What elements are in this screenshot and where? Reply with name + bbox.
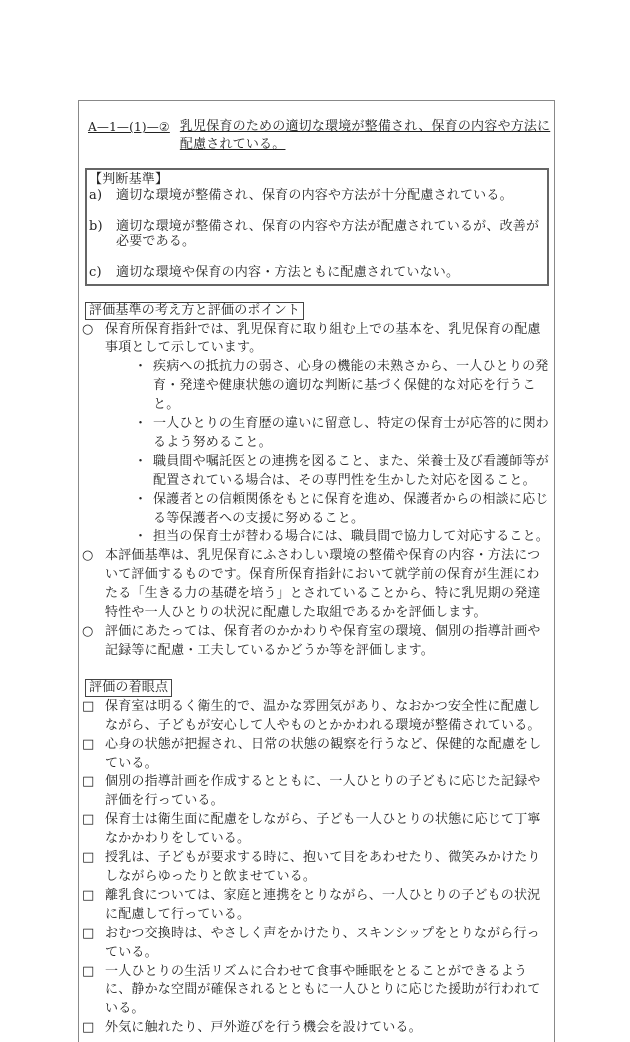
bullet-item (82, 491, 552, 529)
bullet-item (82, 358, 552, 415)
focus-text: 外気に触れたり、戸外遊びを行う機会を設けている。 (105, 1020, 422, 1036)
checkbox-icon: □ (82, 850, 95, 866)
focus-text: 授乳は、子どもが要求する時に、抱いて目をあわせたり、微笑みかけたりしながらゆったりと飲ませている。 (105, 850, 541, 884)
checkbox-icon: □ (82, 812, 95, 828)
bullet-icon: ・ (134, 491, 148, 507)
checkbox-icon: □ (82, 698, 95, 714)
points-section-label: 評価基準の考え方と評価のポイント (85, 302, 304, 320)
item-code: A—1—(1)—② (88, 120, 170, 134)
criteria-mark: a) (89, 187, 103, 203)
focus-item (82, 698, 552, 736)
bullet-item (82, 415, 552, 453)
bullet-item (82, 453, 552, 491)
criteria-text: 適切な環境が整備され、保育の内容や方法が十分配慮されている。 (116, 187, 513, 203)
focus-list (82, 698, 552, 1038)
checkbox-icon: □ (82, 887, 95, 903)
focus-text: おむつ交換時は、やさしく声をかけたり、スキンシップをとりながら行っている。 (105, 925, 540, 960)
points-list (82, 321, 552, 661)
point-text: 評価にあたっては、保育者のかかわりや保育室の環境、個別の指導計画や記録等に配慮・工夫しているかどうか等を評価します。 (105, 624, 541, 658)
point-text: 本評価基準は、乳児保育にふさわしい環境の整備や保育の内容・方法について評価するものです。保育所保育指針において就学前の保育が生涯にわたる「生きる力の基礎を培う」とされていることから、特に乳児期の発達特性や一人ひとりの状況に配慮した取組であるかを評価します。 (105, 548, 541, 621)
focus-item (82, 773, 552, 811)
criteria-b (89, 219, 547, 250)
focus-item (82, 963, 552, 1020)
focus-item (82, 925, 552, 963)
focus-item (82, 887, 552, 925)
bullet-text: 職員間や嘱託医との連携を図ること、また、栄養士及び看護師等が配置されている場合は、その専門性を生かした対応を図ること。 (153, 453, 550, 488)
focus-item (82, 736, 552, 774)
focus-text: 一人ひとりの生活リズムに合わせて食事や睡眠をとることができるように、静かな空間が確保されるとともに一人ひとりに応じた援助が行われている。 (105, 963, 541, 1017)
focus-text: 保育室は明るく衛生的で、温かな雰囲気があり、なおかつ安全性に配慮しながら、子どもが安心して人やものとかかわれる環境が整備されている。 (105, 698, 541, 733)
bullet-text: 担当の保育士が替わる場合には、職員間で協力して対応すること。 (153, 529, 550, 545)
focus-text: 個別の指導計画を作成するとともに、一人ひとりの子どもに応じた記録や評価を行っている。 (105, 774, 541, 809)
circle-icon: ○ (82, 321, 94, 337)
bullet-icon: ・ (134, 416, 148, 432)
bullet-icon: ・ (134, 359, 148, 375)
point-item (82, 547, 552, 623)
criteria-text: 適切な環境や保育の内容・方法ともに配慮されていない。 (116, 265, 460, 280)
checkbox-icon: □ (82, 925, 95, 941)
point-item (82, 623, 552, 661)
focus-text: 保育士は衛生面に配慮をしながら、子ども一人ひとりの状態に応じて丁寧なかかわりをしている。 (105, 812, 541, 847)
bullet-icon: ・ (134, 529, 148, 545)
criteria-mark: c) (89, 265, 102, 280)
criteria-c (89, 265, 547, 281)
point-text: 保育所保育指針では、乳児保育に取り組む上での基本を、乳児保育の配慮事項として示しています。 (105, 321, 541, 356)
item-title-text: 乳児保育のための適切な環境が整備され、保育の内容や方法に配慮されている。 (179, 119, 551, 152)
bullet-icon: ・ (134, 453, 148, 469)
criteria-heading: 【判断基準】 (89, 172, 169, 187)
checkbox-icon: □ (82, 736, 95, 752)
bullet-text: 疾病への抵抗力の弱さ、心身の機能の未熟さから、一人ひとりの発育・発達や健康状態の適切な判断に基づく保健的な対応を行うこと。 (153, 359, 549, 413)
document-frame (78, 100, 555, 1042)
focus-item (82, 1019, 552, 1038)
focus-text: 心身の状態が把握され、日常の状態の観察を行うなど、保健的な配慮をしている。 (105, 736, 542, 771)
criteria-a (89, 188, 547, 204)
circle-icon: ○ (82, 624, 94, 639)
point-item (82, 321, 552, 359)
checkbox-icon: □ (82, 963, 95, 979)
focus-text: 離乳食については、家庭と連携をとりながら、一人ひとりの子どもの状況に配慮して行っている。 (105, 887, 541, 922)
focus-section-label: 評価の着眼点 (85, 679, 172, 697)
focus-item (82, 849, 552, 887)
bullet-text: 保護者との信頼関係をもとに保育を進め、保護者からの相談に応じる等保護者への支援に努めること。 (153, 491, 549, 526)
bullet-item (82, 528, 552, 547)
bullet-text: 一人ひとりの生育歴の違いに留意し、特定の保育士が応答的に関わるよう努めること。 (153, 416, 550, 450)
focus-item (82, 811, 552, 849)
criteria-mark: b) (89, 218, 103, 234)
circle-icon: ○ (82, 548, 94, 564)
judgement-criteria-box (85, 168, 549, 286)
criteria-text: 適切な環境が整備され、保育の内容や方法が配慮されているが、改善が必要である。 (116, 218, 540, 249)
checkbox-icon: □ (82, 1020, 95, 1036)
item-title (82, 118, 552, 154)
checkbox-icon: □ (82, 774, 95, 790)
